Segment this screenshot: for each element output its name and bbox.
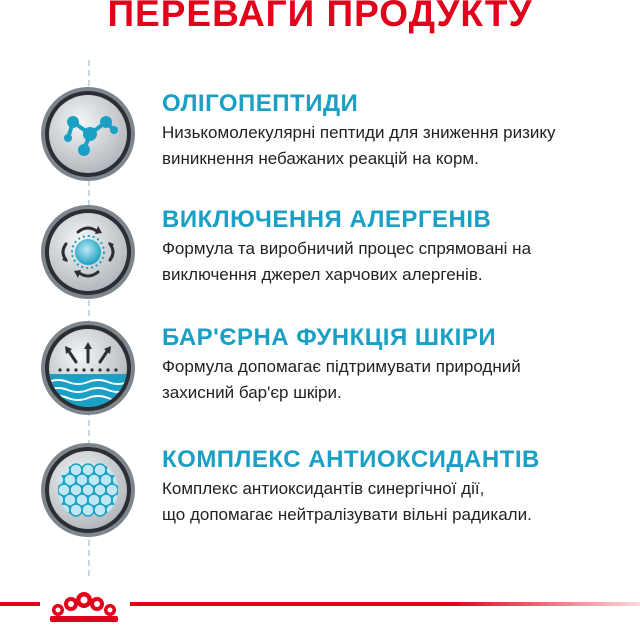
benefit-description-allergen-exclusion <box>162 236 632 288</box>
description-line: захисний бар'єр шкіри. <box>162 383 342 402</box>
benefit-title-allergen-exclusion: ВИКЛЮЧЕННЯ АЛЕРГЕНІВ <box>162 206 492 233</box>
benefit-description-skin-barrier <box>162 354 632 406</box>
benefit-description-antioxidants <box>162 476 632 528</box>
description-line: Формула допомагає підтримувати природний <box>162 357 521 376</box>
royal-canin-crown-icon <box>44 586 124 631</box>
description-line: Низькомолекулярні пептиди для зниження ризику <box>162 123 556 142</box>
description-line: Формула та виробничий процес спрямовані на <box>162 239 532 258</box>
benefit-title-skin-barrier: БАР'ЄРНА ФУНКЦІЯ ШКІРИ <box>162 324 497 351</box>
description-line: Комплекс антиоксидантів синергічної дії, <box>162 479 485 498</box>
benefit-title-oligopeptides: ОЛІГОПЕПТИДИ <box>162 90 359 117</box>
description-line: виключення джерел харчових алергенів. <box>162 265 483 284</box>
skin-barrier-icon <box>38 318 138 418</box>
allergen-exclusion-icon <box>38 202 138 302</box>
description-line: виникнення небажаних реакцій на корм. <box>162 149 479 168</box>
benefit-description-oligopeptides <box>162 120 632 172</box>
antioxidant-cells-icon <box>38 440 138 540</box>
molecule-icon <box>38 84 138 184</box>
benefit-title-antioxidants: КОМПЛЕКС АНТИОКСИДАНТІВ <box>162 446 540 473</box>
page-title: ПЕРЕВАГИ ПРОДУКТУ <box>107 0 533 34</box>
description-line: що допомагає нейтралізувати вільні радикали. <box>162 505 532 524</box>
